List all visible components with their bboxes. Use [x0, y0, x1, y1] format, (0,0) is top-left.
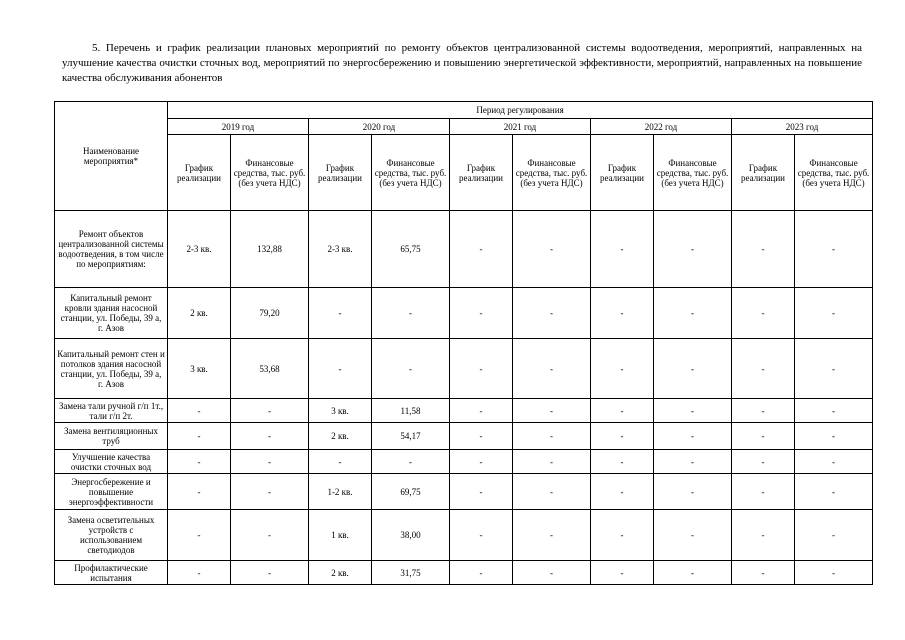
schedule-cell: -	[450, 288, 513, 339]
subheader-row	[55, 135, 873, 211]
schedule-cell: -	[168, 423, 231, 450]
finance-cell: -	[795, 211, 873, 288]
finance-cell: -	[654, 474, 732, 510]
finance-cell: -	[654, 288, 732, 339]
finance-cell: -	[513, 211, 591, 288]
schedule-cell: -	[732, 339, 795, 399]
finance-cell: 38,00	[372, 510, 450, 561]
finance-cell: -	[795, 423, 873, 450]
schedule-cell: -	[732, 288, 795, 339]
finance-cell: -	[513, 474, 591, 510]
year-header: 2020 год	[309, 119, 450, 135]
table-row	[55, 288, 873, 339]
year-header: 2023 год	[732, 119, 873, 135]
year-header: 2019 год	[168, 119, 309, 135]
schedule-cell: 2 кв.	[309, 423, 372, 450]
finance-cell: -	[654, 339, 732, 399]
finance-cell: -	[654, 399, 732, 423]
subheader-finance: Финансовые средства, тыс. руб. (без учета НДС)	[654, 135, 732, 211]
table-header	[55, 102, 873, 211]
subheader-schedule: График реализации	[732, 135, 795, 211]
schedule-cell: 3 кв.	[309, 399, 372, 423]
measure-name-cell: Замена осветительных устройств с использованием светодиодов	[55, 510, 168, 561]
finance-cell: -	[795, 561, 873, 585]
measure-name-cell: Капитальный ремонт кровли здания насосной станции, ул. Победы, 39 а, г. Азов	[55, 288, 168, 339]
finance-cell: -	[231, 399, 309, 423]
subheader-finance: Финансовые средства, тыс. руб. (без учета НДС)	[372, 135, 450, 211]
schedule-cell: -	[450, 423, 513, 450]
subheader-finance: Финансовые средства, тыс. руб. (без учета НДС)	[513, 135, 591, 211]
finance-cell: -	[231, 450, 309, 474]
finance-cell: 69,75	[372, 474, 450, 510]
schedule-cell: 2 кв.	[168, 288, 231, 339]
finance-cell: -	[513, 423, 591, 450]
year-header: 2021 год	[450, 119, 591, 135]
schedule-cell: -	[732, 561, 795, 585]
schedule-cell: -	[450, 561, 513, 585]
measure-name-cell: Ремонт объектов централизованной системы водоотведения, в том числе по мероприятиям:	[55, 211, 168, 288]
table-row	[55, 510, 873, 561]
finance-cell: 53,68	[231, 339, 309, 399]
measure-name-cell: Профилактические испытания	[55, 561, 168, 585]
schedule-cell: 3 кв.	[168, 339, 231, 399]
schedule-cell: -	[168, 450, 231, 474]
schedule-cell: -	[450, 510, 513, 561]
finance-cell: -	[231, 510, 309, 561]
table-body	[55, 211, 873, 585]
schedule-cell: -	[168, 510, 231, 561]
schedule-cell: -	[732, 399, 795, 423]
finance-cell: -	[231, 423, 309, 450]
schedule-cell: 2-3 кв.	[309, 211, 372, 288]
column-header-name: Наименование мероприятия*	[55, 102, 168, 211]
schedule-cell: -	[732, 423, 795, 450]
year-header-row	[55, 119, 873, 135]
finance-cell: 54,17	[372, 423, 450, 450]
schedule-cell: -	[591, 450, 654, 474]
subheader-schedule: График реализации	[450, 135, 513, 211]
finance-cell: -	[795, 510, 873, 561]
finance-cell: -	[231, 561, 309, 585]
schedule-cell: -	[450, 211, 513, 288]
schedule-cell: -	[591, 561, 654, 585]
schedule-cell: 2 кв.	[309, 561, 372, 585]
finance-cell: -	[795, 474, 873, 510]
measure-name-cell: Замена тали ручной г/п 1т., тали г/п 2т.	[55, 399, 168, 423]
finance-cell: -	[513, 399, 591, 423]
schedule-cell: -	[450, 450, 513, 474]
schedule-cell: 2-3 кв.	[168, 211, 231, 288]
schedule-cell: -	[591, 211, 654, 288]
finance-cell: -	[513, 561, 591, 585]
finance-cell: -	[513, 450, 591, 474]
finance-cell: -	[654, 450, 732, 474]
schedule-cell: -	[591, 288, 654, 339]
finance-cell: -	[795, 339, 873, 399]
subheader-schedule: График реализации	[168, 135, 231, 211]
measure-name-cell: Замена вентиляционных труб	[55, 423, 168, 450]
period-header: Период регулирования	[168, 102, 873, 119]
schedule-cell: -	[309, 288, 372, 339]
schedule-cell: -	[591, 399, 654, 423]
table-row	[55, 339, 873, 399]
measures-schedule-table	[54, 101, 873, 585]
finance-cell: 132,88	[231, 211, 309, 288]
schedule-cell: -	[309, 450, 372, 474]
schedule-cell: -	[591, 423, 654, 450]
schedule-cell: -	[309, 339, 372, 399]
schedule-cell: -	[732, 474, 795, 510]
subheader-finance: Финансовые средства, тыс. руб. (без учета НДС)	[231, 135, 309, 211]
finance-cell: -	[372, 288, 450, 339]
year-header: 2022 год	[591, 119, 732, 135]
subheader-schedule: График реализации	[309, 135, 372, 211]
finance-cell: -	[372, 339, 450, 399]
measure-name-cell: Улучшение качества очистки сточных вод	[55, 450, 168, 474]
finance-cell: 11,58	[372, 399, 450, 423]
section-heading: 5. Перечень и график реализации плановых мероприятий по ремонту объектов централизованной системы водоотведения, мероприятий, направленных на улучшение качества очистки сточных вод, мероприятий по энергосбережению и повышению энергетической эффективности, мероприятий, направленных на повышение качества обслуживания абонентов	[62, 42, 862, 84]
schedule-cell: -	[450, 474, 513, 510]
finance-cell: -	[513, 339, 591, 399]
finance-cell: -	[654, 561, 732, 585]
schedule-cell: -	[168, 561, 231, 585]
table-row	[55, 211, 873, 288]
table-row	[55, 399, 873, 423]
schedule-cell: -	[591, 474, 654, 510]
schedule-cell: -	[732, 510, 795, 561]
schedule-cell: -	[450, 399, 513, 423]
schedule-cell: -	[591, 339, 654, 399]
subheader-schedule: График реализации	[591, 135, 654, 211]
table-row	[55, 474, 873, 510]
schedule-cell: -	[591, 510, 654, 561]
finance-cell: 65,75	[372, 211, 450, 288]
finance-cell: 79,20	[231, 288, 309, 339]
schedule-cell: 1-2 кв.	[309, 474, 372, 510]
table-row	[55, 423, 873, 450]
schedule-cell: -	[168, 399, 231, 423]
finance-cell: -	[372, 450, 450, 474]
finance-cell: -	[795, 450, 873, 474]
measure-name-cell: Энергосбережение и повышение энергоэффективности	[55, 474, 168, 510]
table-row	[55, 561, 873, 585]
schedule-cell: -	[168, 474, 231, 510]
finance-cell: 31,75	[372, 561, 450, 585]
subheader-finance: Финансовые средства, тыс. руб. (без учета НДС)	[795, 135, 873, 211]
schedule-cell: -	[450, 339, 513, 399]
table-row	[55, 450, 873, 474]
finance-cell: -	[513, 288, 591, 339]
finance-cell: -	[231, 474, 309, 510]
schedule-cell: -	[732, 211, 795, 288]
schedule-cell: 1 кв.	[309, 510, 372, 561]
finance-cell: -	[654, 510, 732, 561]
measure-name-cell: Капитальный ремонт стен и потолков здания насосной станции, ул. Победы, 39 а, г. Азов	[55, 339, 168, 399]
finance-cell: -	[654, 423, 732, 450]
schedule-cell: -	[732, 450, 795, 474]
finance-cell: -	[513, 510, 591, 561]
finance-cell: -	[654, 211, 732, 288]
finance-cell: -	[795, 288, 873, 339]
finance-cell: -	[795, 399, 873, 423]
